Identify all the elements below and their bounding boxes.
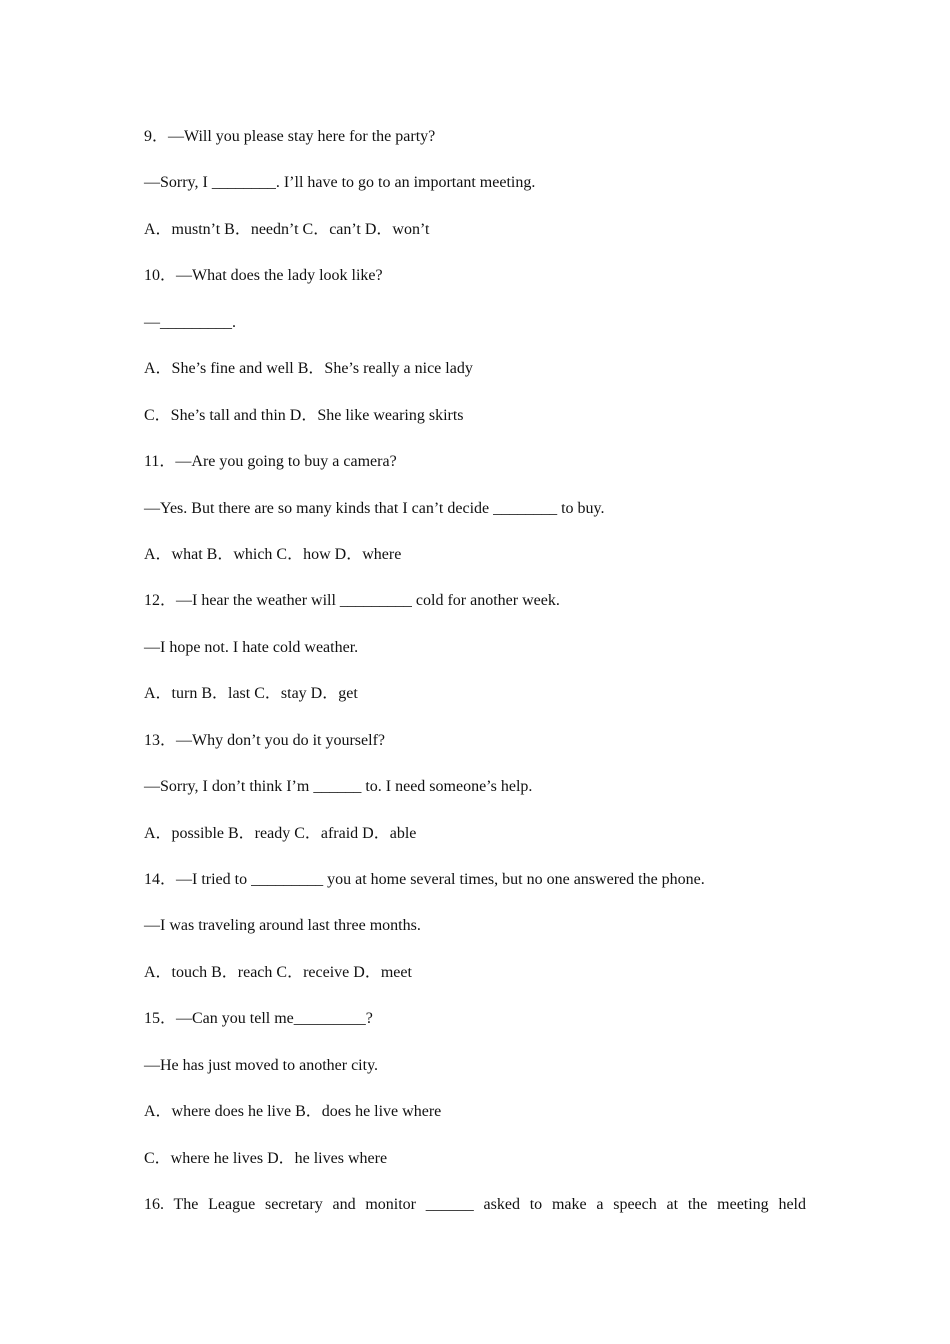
question-15-options-cd: C．where he lives D．he lives where bbox=[144, 1149, 388, 1167]
question-13-reply: —Sorry, I don’t think I’m ______ to. I need someone’s help. bbox=[144, 778, 533, 796]
question-14-reply: —I was traveling around last three months. bbox=[144, 917, 421, 935]
question-11-reply: —Yes. But there are so many kinds that I can’t decide ________ to buy. bbox=[144, 499, 605, 517]
question-12-prompt: 12．—I hear the weather will _________ cold for another week. bbox=[144, 592, 560, 610]
question-15-prompt: 15．—Can you tell me_________? bbox=[144, 1010, 373, 1028]
question-16-prompt: 16. The League secretary and monitor ______ asked to make a speech at the meeting held bbox=[144, 1196, 806, 1214]
question-15-reply: —He has just moved to another city. bbox=[144, 1056, 379, 1074]
question-12-reply: —I hope not. I hate cold weather. bbox=[144, 638, 359, 656]
question-10-reply: —_________. bbox=[144, 313, 236, 331]
question-15-options-ab: A．where does he live B．does he live where bbox=[144, 1103, 442, 1121]
question-11-prompt: 11．—Are you going to buy a camera? bbox=[144, 453, 397, 471]
question-11-options: A．what B．which C．how D．where bbox=[144, 545, 402, 563]
question-10-options-cd: C．She’s tall and thin D．She like wearing skirts bbox=[144, 406, 464, 424]
question-13-options: A．possible B．ready C．afraid D．able bbox=[144, 824, 417, 842]
question-9-reply: —Sorry, I ________. I’ll have to go to an important meeting. bbox=[144, 174, 536, 192]
question-14-prompt: 14．—I tried to _________ you at home several times, but no one answered the phone. bbox=[144, 871, 705, 888]
question-10-options-ab: A．She’s fine and well B．She’s really a nice lady bbox=[144, 360, 473, 378]
question-13-prompt: 13．—Why don’t you do it yourself? bbox=[144, 731, 386, 749]
document-page bbox=[144, 124, 806, 1239]
question-9-prompt: 9．—Will you please stay here for the party? bbox=[144, 128, 436, 145]
question-9-options: A．mustn’t B．needn’t C．can’t D．won’t bbox=[144, 220, 430, 238]
question-14-options: A．touch B．reach C．receive D．meet bbox=[144, 963, 412, 981]
question-10-prompt: 10．—What does the lady look like? bbox=[144, 267, 383, 285]
question-12-options: A．turn B．last C．stay D．get bbox=[144, 685, 358, 703]
